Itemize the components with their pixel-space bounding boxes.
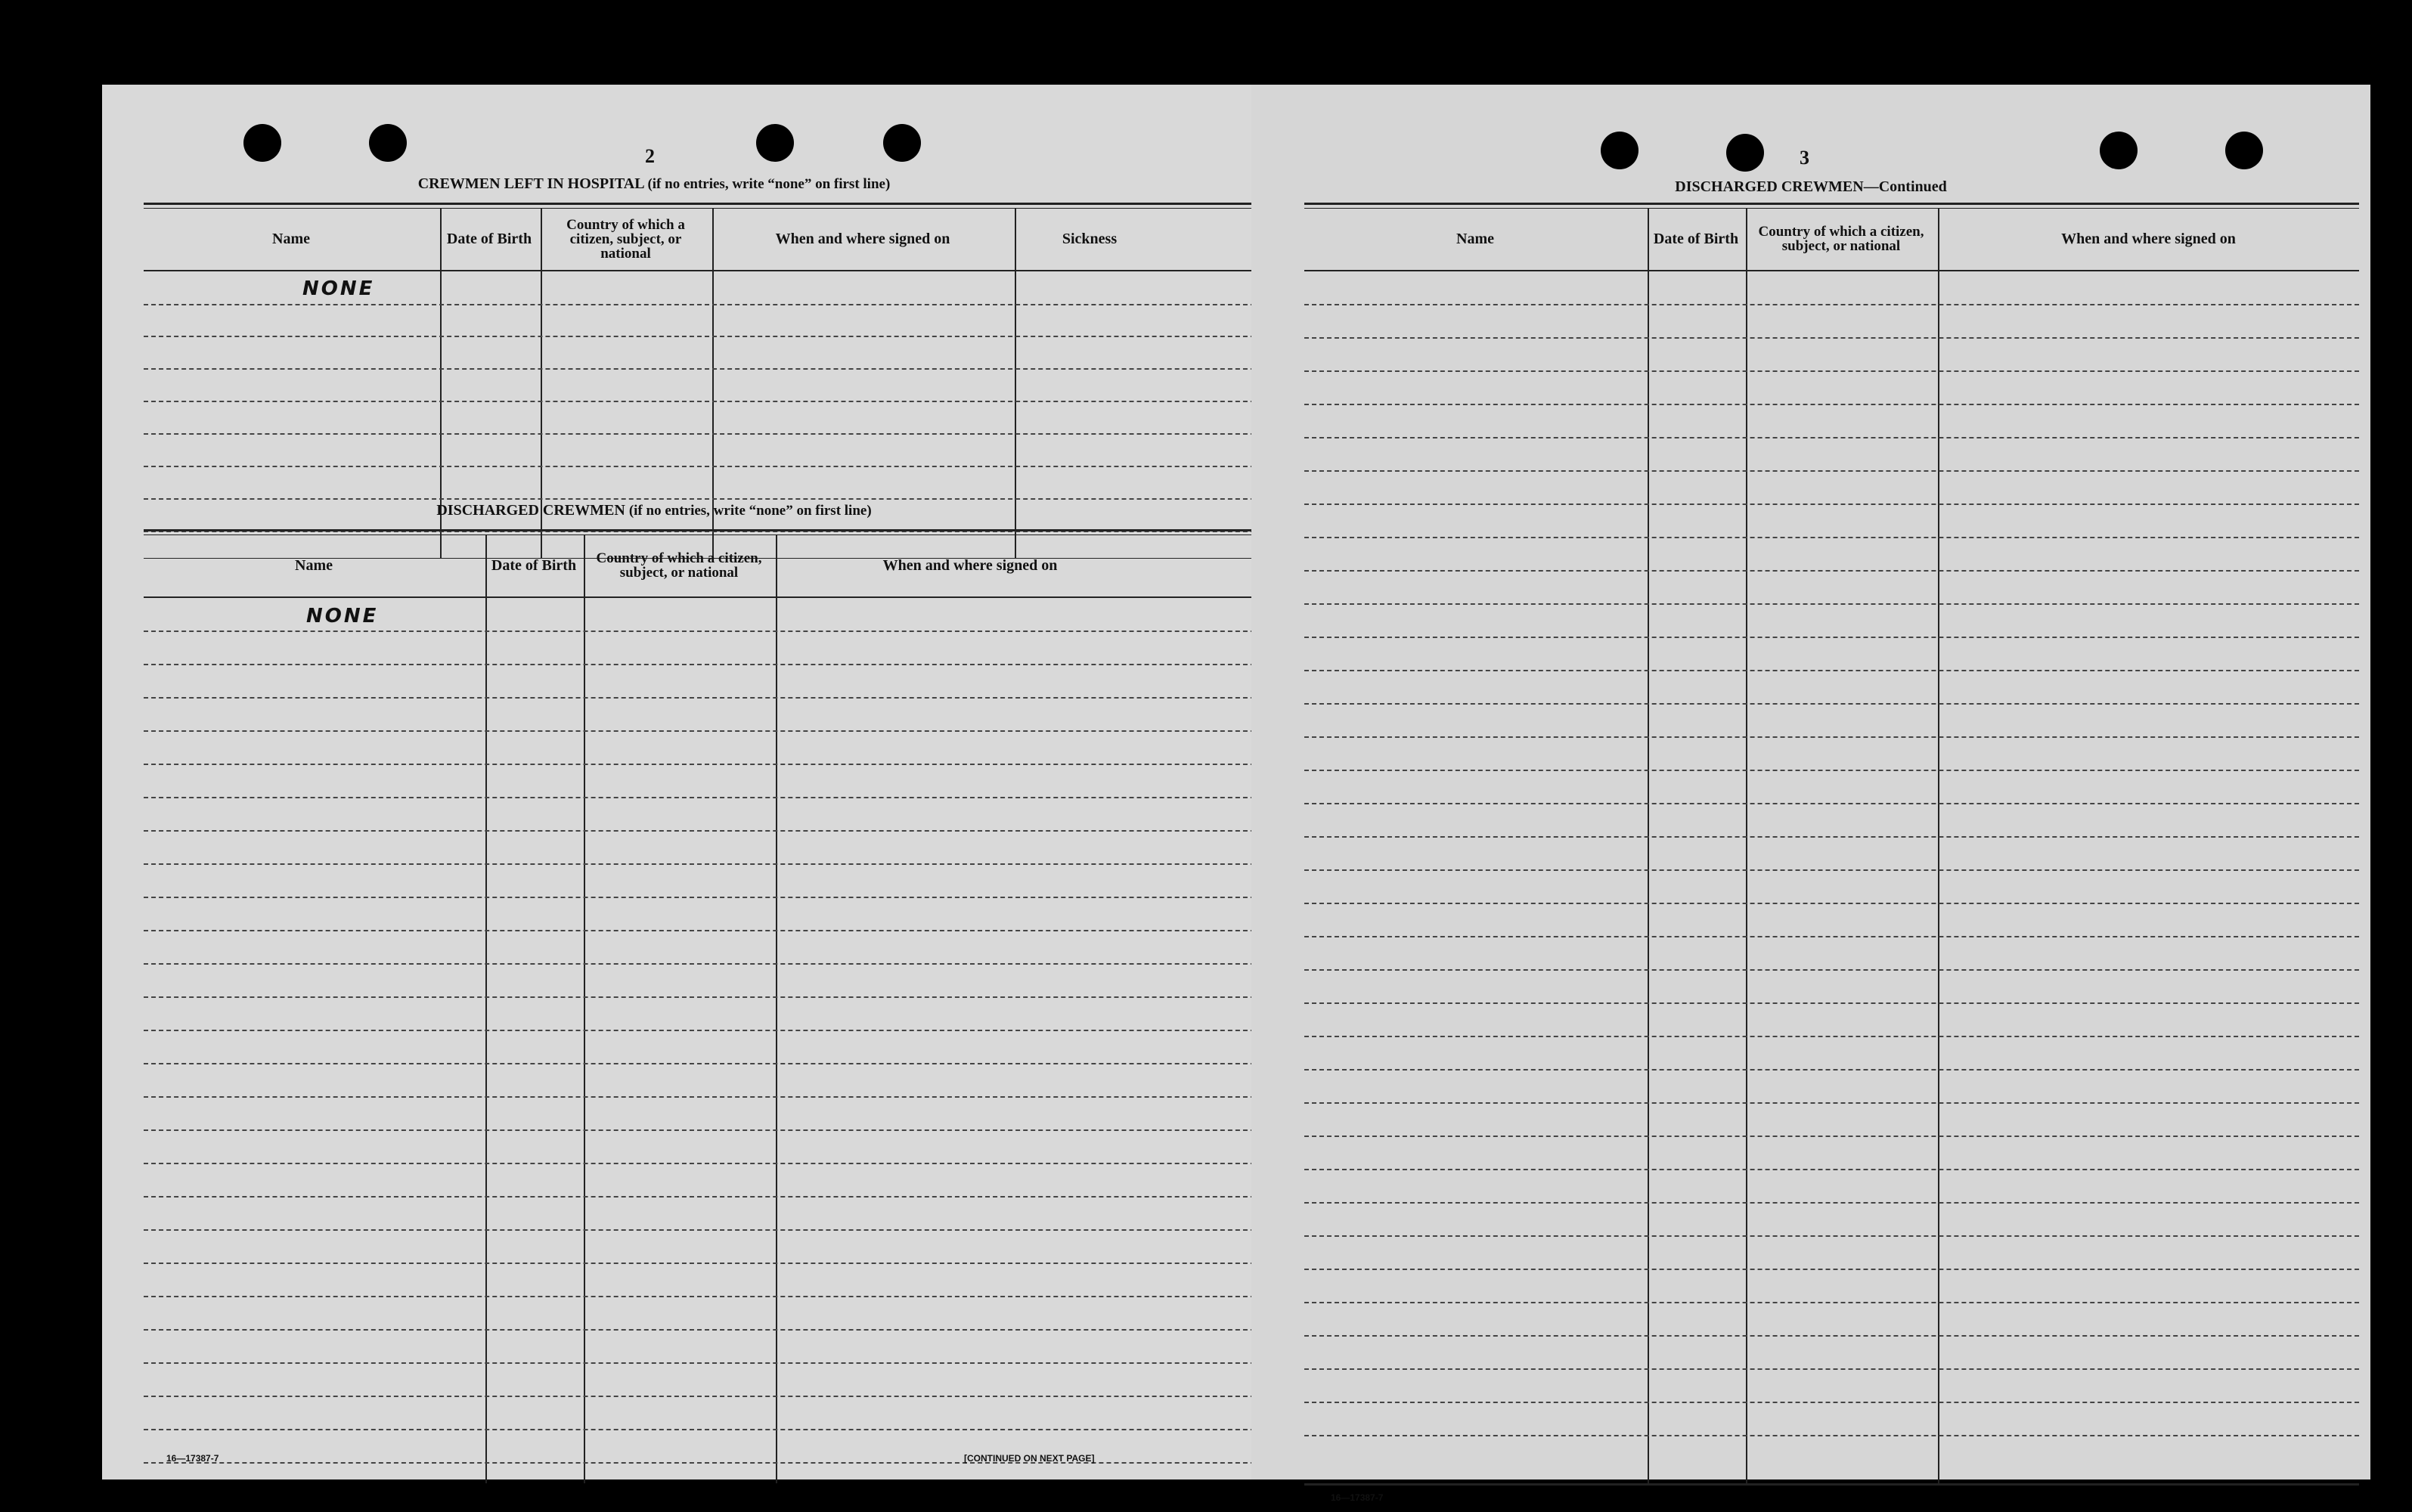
discharged-continued-header xyxy=(1304,208,2359,270)
entry-line xyxy=(144,1163,1263,1164)
entry-line xyxy=(1304,736,2359,738)
entry-line xyxy=(144,336,1263,337)
entry-line xyxy=(144,930,1263,931)
entry-line xyxy=(144,1429,1263,1430)
entry-line xyxy=(1304,337,2359,339)
entry-line xyxy=(1304,936,2359,937)
form-page-2 xyxy=(102,85,1251,1479)
entry-line xyxy=(1304,670,2359,671)
punch-hole xyxy=(2100,132,2138,169)
form-number: 16—17387-7 xyxy=(166,1453,219,1464)
column-divider xyxy=(1746,208,1747,1483)
header-rule xyxy=(144,203,1263,205)
header-bottom-line xyxy=(144,596,1263,598)
entry-line xyxy=(1304,1002,2359,1004)
entry-line xyxy=(144,996,1263,998)
entry-line xyxy=(144,764,1263,765)
column-divider xyxy=(485,534,487,1483)
col-date-of-birth: Date of Birth xyxy=(1653,231,1739,247)
entry-line xyxy=(144,1129,1263,1131)
entry-line xyxy=(144,664,1263,665)
entry-line xyxy=(1304,537,2359,538)
col-country: Country of which a citizen, subject, or national xyxy=(1758,224,1924,254)
punch-hole xyxy=(1601,132,1638,169)
entry-line xyxy=(144,631,1263,632)
entry-line xyxy=(1304,703,2359,705)
col-name: Name xyxy=(1456,231,1494,247)
punch-hole xyxy=(369,124,407,162)
hospital-section-title xyxy=(144,175,1164,193)
entry-line xyxy=(1304,1036,2359,1037)
header-rule xyxy=(144,529,1263,531)
entry-line xyxy=(1304,1302,2359,1303)
column-divider xyxy=(1938,208,1939,1483)
col-name: Name xyxy=(295,557,333,574)
entry-line xyxy=(1304,1368,2359,1370)
entry-line xyxy=(144,863,1263,865)
entry-line xyxy=(144,498,1263,500)
entry-line xyxy=(1304,370,2359,372)
entry-line xyxy=(1304,1335,2359,1337)
entry-line xyxy=(1304,603,2359,605)
entry-line xyxy=(1304,1102,2359,1104)
entry-line xyxy=(144,897,1263,898)
entry-line xyxy=(1304,304,2359,305)
entry-line xyxy=(1304,404,2359,405)
entry-line xyxy=(144,368,1263,370)
discharged-continued-title: DISCHARGED CREWMEN—Continued xyxy=(1675,178,1947,195)
entry-line xyxy=(144,466,1263,467)
entry-line xyxy=(144,830,1263,832)
entry-line xyxy=(144,1362,1263,1364)
entry-line xyxy=(1304,1269,2359,1270)
col-signed-on: When and where signed on xyxy=(2061,231,2236,247)
entry-line xyxy=(1304,1235,2359,1237)
punch-hole xyxy=(2225,132,2263,169)
entry-line xyxy=(144,1296,1263,1297)
entry-line xyxy=(1304,1202,2359,1204)
discharged-title-note: (if no entries, write “none” on first line) xyxy=(628,503,872,519)
entry-line xyxy=(1304,503,2359,505)
entry-line xyxy=(144,1096,1263,1098)
col-signed-on: When and where signed on xyxy=(882,557,1058,574)
discharged-title-text: DISCHARGED CREWMEN xyxy=(436,502,625,519)
col-date-of-birth: Date of Birth xyxy=(491,557,577,574)
entry-line xyxy=(144,1196,1263,1198)
discharged-section-title xyxy=(144,502,1164,519)
entry-line xyxy=(1304,570,2359,572)
entry-line xyxy=(144,697,1263,699)
hospital-title-note: (if no entries, write “none” on first line) xyxy=(647,176,891,192)
entry-line xyxy=(144,1229,1263,1231)
entry-line xyxy=(144,1063,1263,1064)
col-country: Country of which a citizen, subject, or national xyxy=(566,216,685,262)
entry-line xyxy=(1304,803,2359,804)
entry-line xyxy=(1304,903,2359,904)
punch-hole xyxy=(883,124,921,162)
header-bottom-line xyxy=(1304,270,2359,271)
entry-line xyxy=(144,1462,1263,1464)
punch-hole xyxy=(243,124,281,162)
entry-line xyxy=(1304,1435,2359,1436)
entry-line xyxy=(144,730,1263,732)
col-sickness: Sickness xyxy=(1062,231,1118,247)
punch-hole xyxy=(756,124,794,162)
page-number: 3 xyxy=(1800,147,1809,169)
entry-line xyxy=(1304,969,2359,971)
table-end-rule xyxy=(1304,1483,2359,1486)
entry-line xyxy=(1304,1136,2359,1137)
col-signed-on: When and where signed on xyxy=(775,231,950,247)
col-name: Name xyxy=(272,231,310,247)
entry-line xyxy=(1304,770,2359,771)
column-divider xyxy=(776,534,777,1483)
entry-line xyxy=(1304,1069,2359,1070)
entry-line xyxy=(1304,437,2359,438)
column-divider xyxy=(1648,208,1649,1483)
entry-line xyxy=(1304,869,2359,871)
entry-line xyxy=(144,1329,1263,1331)
handwritten-entry: NONE xyxy=(306,605,379,627)
form-page-3 xyxy=(1251,85,2370,1503)
page-number: 2 xyxy=(645,145,655,167)
entry-line xyxy=(144,433,1263,435)
entry-line xyxy=(144,1030,1263,1031)
discharged-table-header xyxy=(144,534,1263,596)
entry-line xyxy=(1304,836,2359,838)
column-divider xyxy=(584,534,585,1483)
entry-line xyxy=(144,1263,1263,1264)
header-rule xyxy=(1304,203,2359,205)
hospital-title-text: CREWMEN LEFT IN HOSPITAL xyxy=(417,175,644,192)
handwritten-entry: NONE xyxy=(302,277,375,300)
entry-line xyxy=(1304,1402,2359,1403)
punch-hole xyxy=(1726,134,1764,172)
entry-line xyxy=(144,401,1263,402)
entry-line xyxy=(1304,470,2359,472)
header-bottom-line xyxy=(144,270,1263,271)
col-date-of-birth: Date of Birth xyxy=(446,231,532,247)
entry-line xyxy=(144,1396,1263,1397)
entry-line xyxy=(144,963,1263,965)
form-number: 16—17387-7 xyxy=(1331,1492,1384,1503)
continued-note: [CONTINUED ON NEXT PAGE] xyxy=(964,1453,1095,1464)
entry-line xyxy=(144,304,1263,305)
hospital-table-header xyxy=(144,208,1263,270)
entry-line xyxy=(1304,1169,2359,1170)
entry-line xyxy=(1304,637,2359,638)
entry-line xyxy=(144,797,1263,798)
col-country: Country of which a citizen, subject, or national xyxy=(596,550,762,581)
